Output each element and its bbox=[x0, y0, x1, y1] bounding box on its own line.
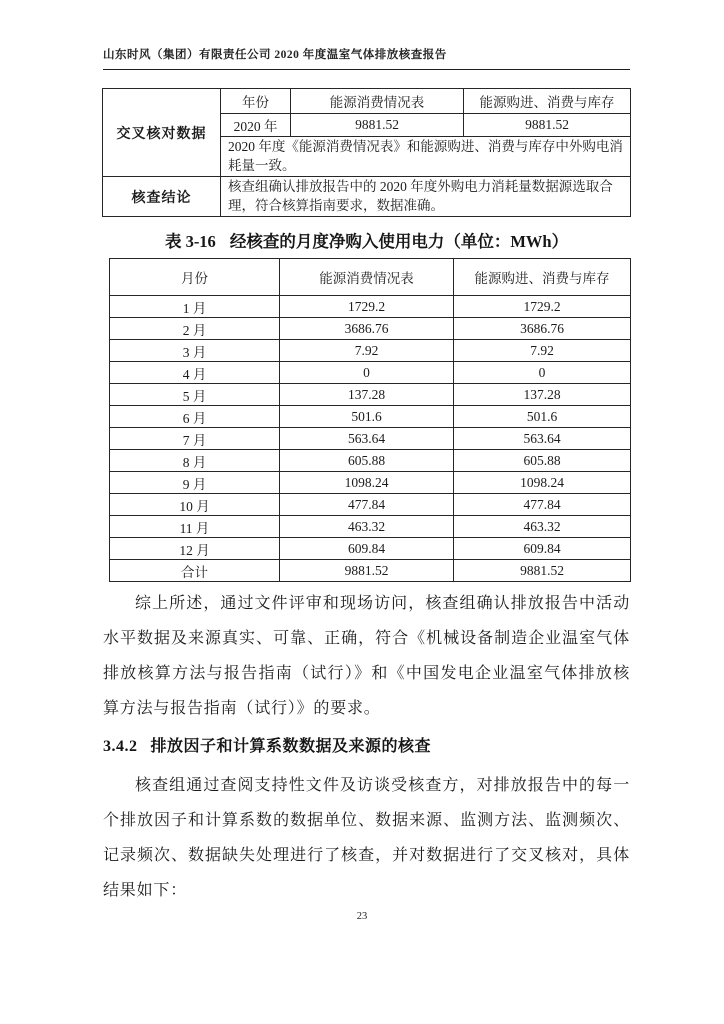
body-paragraph: 核查组通过查阅支持性文件及访谈受核查方，对排放报告中的每一个排放因子和计算系数的数据单位、数据来源、监测方法、监测频次、记录频次、数据缺失处理进行了核查，并对数据进行了交叉核对，具体结果如下： bbox=[103, 777, 630, 899]
table-row-oct bbox=[110, 494, 631, 516]
data-cell-value-2: 9881.52 bbox=[464, 114, 631, 137]
table-row-jul bbox=[110, 428, 631, 450]
total-value-cell: 9881.52 bbox=[280, 560, 454, 582]
total-label-cell: 合计 bbox=[110, 560, 280, 582]
value-cell: 137.28 bbox=[454, 384, 631, 406]
month-cell: 1 月 bbox=[110, 296, 280, 318]
section-title: 排放因子和计算系数数据及来源的核查 bbox=[150, 738, 432, 755]
table-row-may bbox=[110, 384, 631, 406]
value-cell: 7.92 bbox=[454, 340, 631, 362]
value-cell: 563.64 bbox=[280, 428, 454, 450]
header-cell-year: 年份 bbox=[221, 89, 291, 114]
cross-check-note-cell: 2020 年度《能源消费情况表》和能源购进、消费与库存中外购电消耗量一致。 bbox=[221, 137, 631, 177]
month-cell: 3 月 bbox=[110, 340, 280, 362]
value-cell: 563.64 bbox=[454, 428, 631, 450]
table-row-jan bbox=[110, 296, 631, 318]
value-cell: 501.6 bbox=[454, 406, 631, 428]
summary-paragraph: 综上所述，通过文件评审和现场访问，核查组确认排放报告中活动水平数据及来源真实、可靠、正确，符合《机械设备制造企业温室气体排放核算方法与报告指南（试行）》和《中国发电企业温室气体排放核算方法与报告指南（试行）》的要求。 bbox=[103, 595, 630, 717]
data-cell-year: 2020 年 bbox=[221, 114, 291, 137]
monthly-table-title bbox=[103, 228, 630, 252]
month-cell: 9 月 bbox=[110, 472, 280, 494]
value-cell: 137.28 bbox=[280, 384, 454, 406]
value-cell: 1098.24 bbox=[280, 472, 454, 494]
data-cell-value-1: 9881.52 bbox=[291, 114, 464, 137]
header-cell-energy-purchase: 能源购进、消费与库存 bbox=[464, 89, 631, 114]
table-number-label: 表 3-16 bbox=[164, 232, 216, 251]
month-cell: 10 月 bbox=[110, 494, 280, 516]
page-number: 23 bbox=[356, 911, 368, 922]
table-row-total bbox=[110, 560, 631, 582]
value-cell: 1729.2 bbox=[454, 296, 631, 318]
value-cell: 609.84 bbox=[454, 538, 631, 560]
month-cell: 4 月 bbox=[110, 362, 280, 384]
total-value-cell: 9881.52 bbox=[454, 560, 631, 582]
table-row-sep bbox=[110, 472, 631, 494]
value-cell: 501.6 bbox=[280, 406, 454, 428]
monthly-electricity-table bbox=[109, 258, 631, 582]
value-cell: 463.32 bbox=[454, 516, 631, 538]
value-cell: 1729.2 bbox=[280, 296, 454, 318]
section-heading-342 bbox=[103, 733, 630, 756]
header-cell-energy-consumption: 能源消费情况表 bbox=[291, 89, 464, 114]
month-cell: 11 月 bbox=[110, 516, 280, 538]
table-row-feb bbox=[110, 318, 631, 340]
table-row-aug bbox=[110, 450, 631, 472]
value-cell: 7.92 bbox=[280, 340, 454, 362]
document-header bbox=[103, 46, 630, 70]
header-cell-month: 月份 bbox=[110, 259, 280, 296]
table-row-nov bbox=[110, 516, 631, 538]
month-cell: 5 月 bbox=[110, 384, 280, 406]
header-cell-energy-purchase: 能源购进、消费与库存 bbox=[454, 259, 631, 296]
value-cell: 1098.24 bbox=[454, 472, 631, 494]
section-number: 3.4.2 bbox=[103, 738, 138, 755]
conclusion-row-label: 核查结论 bbox=[103, 177, 221, 217]
table-title-text: 经核查的月度净购入使用电力（单位：MWh） bbox=[229, 232, 569, 251]
value-cell: 609.84 bbox=[280, 538, 454, 560]
value-cell: 477.84 bbox=[454, 494, 631, 516]
month-cell: 7 月 bbox=[110, 428, 280, 450]
value-cell: 3686.76 bbox=[280, 318, 454, 340]
value-cell: 463.32 bbox=[280, 516, 454, 538]
month-cell: 6 月 bbox=[110, 406, 280, 428]
header-cell-energy-consumption: 能源消费情况表 bbox=[280, 259, 454, 296]
conclusion-text-cell: 核查组确认排放报告中的 2020 年度外购电力消耗量数据源选取合理，符合核算指南要求，数据准确。 bbox=[221, 177, 631, 217]
month-cell: 12 月 bbox=[110, 538, 280, 560]
table-row-mar bbox=[110, 340, 631, 362]
month-cell: 8 月 bbox=[110, 450, 280, 472]
cross-check-row-label: 交叉核对数据 bbox=[103, 89, 221, 177]
month-cell: 2 月 bbox=[110, 318, 280, 340]
table-row-dec bbox=[110, 538, 631, 560]
document-header-title: 山东时风（集团）有限责任公司 2020 年度温室气体排放核查报告 bbox=[103, 49, 447, 61]
cross-check-table bbox=[102, 88, 631, 217]
value-cell: 3686.76 bbox=[454, 318, 631, 340]
table-row-jun bbox=[110, 406, 631, 428]
value-cell: 477.84 bbox=[280, 494, 454, 516]
value-cell: 0 bbox=[454, 362, 631, 384]
value-cell: 605.88 bbox=[280, 450, 454, 472]
value-cell: 605.88 bbox=[454, 450, 631, 472]
value-cell: 0 bbox=[280, 362, 454, 384]
table-row-apr bbox=[110, 362, 631, 384]
